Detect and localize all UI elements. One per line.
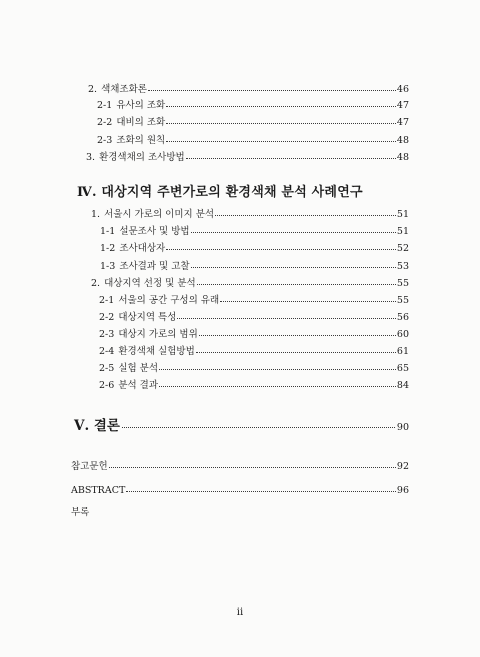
toc-entry-page: 47 [396, 117, 409, 128]
toc-entry [71, 484, 409, 497]
leader-dots [220, 293, 396, 302]
toc-entry-number: 3. [86, 152, 96, 163]
leader-dots [199, 327, 396, 336]
toc-entry [88, 83, 409, 96]
toc-entry-title: 참고문헌 [71, 461, 108, 472]
toc-entry-number: 2-1 [99, 295, 115, 306]
toc-entry-number: 2. [91, 278, 101, 289]
toc-entry-page: 55 [396, 278, 409, 289]
toc-entry-title: 실험 분석 [118, 363, 159, 374]
toc-entry-number: 1-3 [100, 261, 116, 272]
leader-dots [166, 133, 396, 142]
toc-entry-number: 2. [88, 84, 98, 95]
toc-entry-title: 환경색채의 조사방법 [99, 152, 185, 163]
toc-entry-page: 61 [396, 346, 409, 357]
toc-entry-page: 48 [396, 152, 409, 163]
leader-dots [177, 310, 396, 319]
toc-entry-title: 색채조화론 [101, 84, 147, 95]
leader-dots [166, 98, 396, 107]
leader-dots [166, 115, 396, 124]
leader-dots [166, 241, 396, 250]
leader-dots [159, 361, 396, 370]
toc-entry-page: 48 [396, 135, 409, 146]
toc-entry-page: 51 [396, 226, 409, 237]
toc-entry-page: 46 [396, 84, 409, 95]
toc-entry-page: 51 [396, 209, 409, 220]
toc-entry-number: 2-1 [97, 100, 113, 111]
toc-entry-title: 대상지역 선정 및 분석 [104, 278, 196, 289]
toc-entry-title: 분석 결과 [118, 380, 159, 391]
toc-entry [71, 507, 171, 519]
toc-entry-title: 대상지 가로의 범위 [118, 329, 198, 340]
leader-dots [191, 259, 396, 268]
toc-entry-number: 2-6 [99, 380, 115, 391]
toc-entry-number: 2-2 [99, 312, 115, 323]
chapter-title: Ⅴ. 결론 [74, 418, 120, 434]
toc-entry-page: 84 [396, 380, 409, 391]
toc-entry [99, 294, 409, 307]
toc-entry [97, 116, 409, 129]
toc-entry-page: 92 [396, 461, 409, 472]
toc-entry [97, 134, 409, 147]
toc-entry-title: 유사의 조화 [116, 100, 166, 111]
leader-dots [109, 459, 396, 468]
toc-entry-title: 환경색채 실험방법 [118, 346, 195, 357]
chapter-heading: Ⅳ. 대상지역 주변가로의 환경색채 분석 사례연구 [77, 185, 363, 200]
toc-entry-page: 96 [396, 485, 409, 496]
toc-entry-number: 2-2 [97, 117, 113, 128]
toc-entry [91, 208, 409, 221]
toc-entry-title: 설문조사 및 방법 [119, 226, 190, 237]
leader-dots [197, 276, 396, 285]
toc-entry-title: ABSTRACT [71, 485, 126, 496]
toc-entry [71, 460, 409, 473]
toc-entry-title: 서울시 가로의 이미지 분석 [104, 209, 215, 220]
toc-entry [99, 345, 409, 358]
page-number: ii [236, 607, 244, 618]
toc-entry-title: 서울의 공간 구성의 유래 [118, 295, 220, 306]
toc-entry-page: 60 [396, 329, 409, 340]
toc-entry-page: 90 [396, 422, 409, 433]
toc-entry-page: 55 [396, 295, 409, 306]
toc-entry-number: 2-3 [99, 329, 115, 340]
toc-entry [97, 99, 409, 112]
toc-entry [99, 311, 409, 324]
toc-entry-number: 1-2 [100, 243, 116, 254]
leader-dots [215, 207, 396, 216]
leader-dots [159, 378, 396, 387]
toc-entry-number: 1. [91, 209, 101, 220]
leader-dots [126, 483, 396, 492]
toc-entry-number: 2-5 [99, 363, 115, 374]
toc-entry-title: 부록 [71, 507, 90, 518]
toc-entry [100, 242, 409, 255]
toc-entry-title: 조화의 원칙 [116, 135, 166, 146]
toc-entry [100, 225, 409, 238]
toc-entry-page: 65 [396, 363, 409, 374]
toc-entry-title: 조사대상자 [119, 243, 166, 254]
toc-entry-title: 조사결과 및 고찰 [119, 261, 190, 272]
toc-entry [86, 151, 409, 164]
leader-dots [122, 417, 395, 428]
leader-dots [191, 224, 396, 233]
toc-entry [99, 362, 409, 375]
toc-entry-number: 2-4 [99, 346, 115, 357]
leader-dots [148, 82, 396, 91]
toc-entry-page: 52 [396, 243, 409, 254]
toc-entry [100, 260, 409, 273]
toc-entry-page: 53 [396, 261, 409, 272]
toc-entry [91, 277, 409, 290]
toc-entry-number: 1-1 [100, 226, 116, 237]
chapter-heading [74, 414, 409, 434]
toc-entry-page: 47 [396, 100, 409, 111]
leader-dots [186, 150, 396, 159]
leader-dots [196, 344, 396, 353]
toc-entry-title: 대비의 조화 [116, 117, 166, 128]
toc-entry [99, 328, 409, 341]
toc-entry-number: 2-3 [97, 135, 113, 146]
toc-entry [99, 379, 409, 392]
toc-entry-title: 대상지역 특성 [118, 312, 177, 323]
toc-entry-page: 56 [396, 312, 409, 323]
